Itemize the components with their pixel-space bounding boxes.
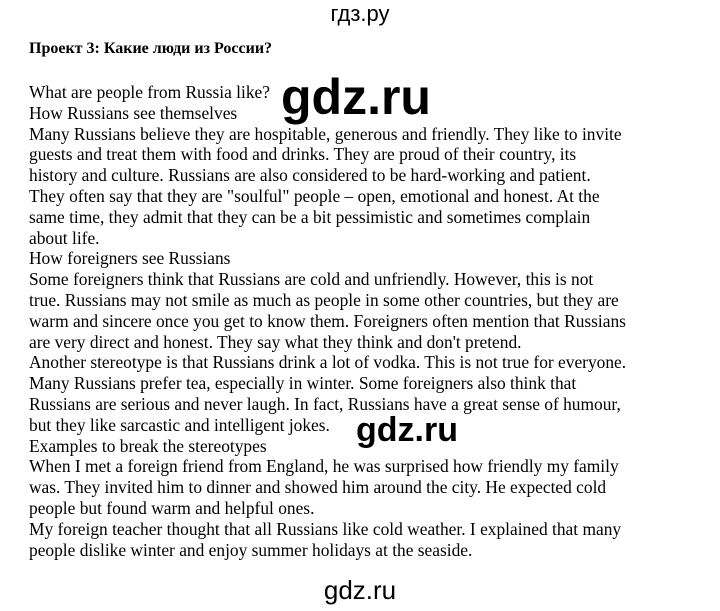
watermark-logo: gdz.ru (356, 411, 458, 449)
text-line: Another stereotype is that Russians drink a lot of vodka. This is not true for everyone. (29, 352, 627, 373)
text-line: same time, they admit that they can be a bit pessimistic and sometimes complain (29, 206, 591, 227)
watermark-logo: gdz.ru (281, 69, 431, 125)
text-line: Many Russians believe they are hospitable, generous and friendly. They like to invite (29, 123, 622, 144)
text-line: Some foreigners think that Russians are cold and unfriendly. However, this is not (29, 269, 594, 290)
document-title: Проект 3: Какие люди из России? (29, 40, 273, 57)
text-line: My foreign teacher thought that all Russians like cold weather. I explained that many (29, 518, 622, 539)
text-line: warm and sincere once you get to know them. Foreigners often mention that Russians (29, 310, 626, 331)
text-line: How foreigners see Russians (29, 248, 231, 269)
footer-watermark: gdz.ru (323, 575, 397, 605)
text-line: history and culture. Russians are also considered to be hard-working and patient. (29, 165, 591, 186)
site-header: гдз.ру (330, 1, 390, 26)
text-line: They often say that they are "soulful" people – open, emotional and honest. At the (29, 185, 600, 206)
text-line: When I met a foreign friend from England, he was surprised how friendly my family (29, 456, 619, 477)
text-line: true. Russians may not smile as much as people in some other countries, but they are (29, 289, 619, 310)
text-line: about life. (29, 227, 100, 248)
text-line: but they like sarcastic and intelligent jokes. (29, 414, 330, 435)
text-line: How Russians see themselves (29, 102, 238, 123)
text-line: Examples to break the stereotypes (29, 435, 267, 456)
document-body (29, 82, 689, 560)
text-line: people but found warm and helpful ones. (29, 497, 315, 518)
text-line: Russians are serious and never laugh. In fact, Russians have a great sense of humour, (29, 393, 621, 414)
text-line: people dislike winter and enjoy summer holidays at the seaside. (29, 539, 473, 560)
text-line: guests and treat them with food and drinks. They are proud of their country, its (29, 144, 577, 165)
text-line: What are people from Russia like? (29, 82, 270, 102)
text-line: are very direct and honest. They say what they think and don't pretend. (29, 331, 522, 352)
text-line: was. They invited him to dinner and showed him around the city. He expected cold (29, 477, 607, 498)
text-line: Many Russians prefer tea, especially in winter. Some foreigners also think that (29, 373, 577, 394)
